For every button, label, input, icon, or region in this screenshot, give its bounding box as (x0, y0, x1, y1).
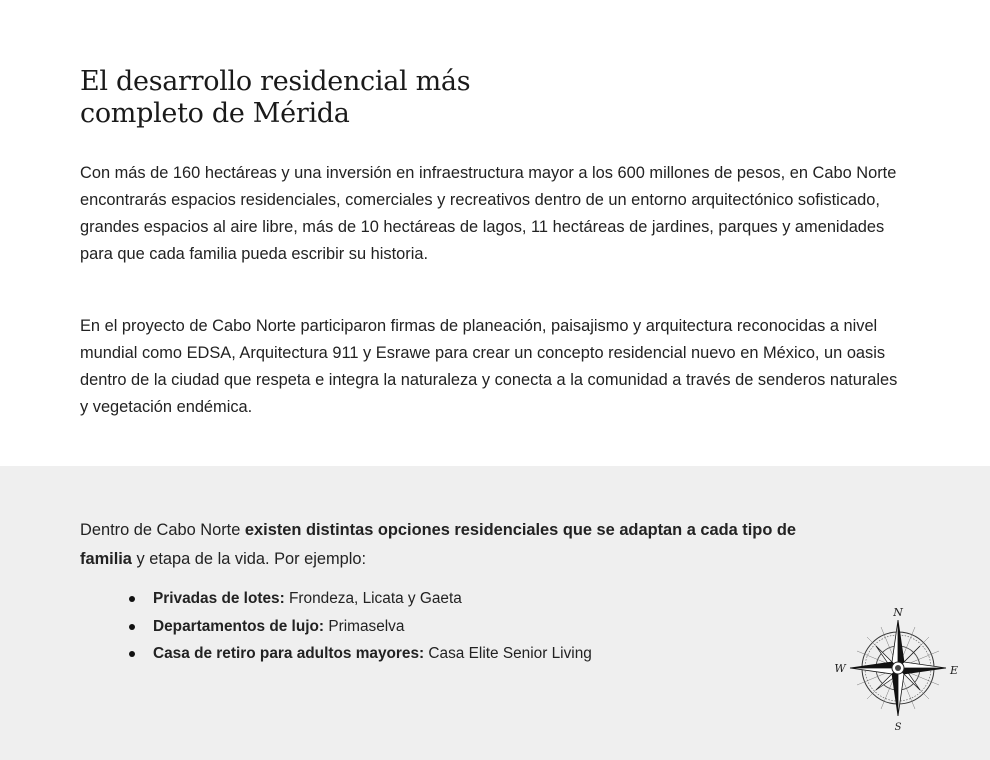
option-value: Casa Elite Senior Living (424, 645, 592, 662)
compass-east-label: E (949, 664, 959, 677)
description-paragraph-2: En el proyecto de Cabo Norte participaron firmas de planeación, paisajismo y arquitectura reconocidas a nivel mundial como EDSA, Arquitectura 911 y Esrawe para crear un concepto residencial nuevo en México, un oasis dentro de la ciudad que respeta e integra la naturaleza y conecta a la comunidad a través de senderos naturales y vegetación endémica. (80, 317, 898, 416)
compass-west-label: W (834, 662, 846, 675)
option-value: Primaselva (324, 617, 405, 635)
option-value: Frondeza, Licata y Gaeta (284, 590, 462, 607)
compass-north-label: N (893, 606, 903, 619)
compass-rose-icon (826, 602, 962, 732)
option-label: Casa de retiro para adultos mayores: (153, 645, 425, 662)
option-label: Departamentos de lujo: (153, 617, 325, 635)
residential-options-section (0, 466, 990, 760)
residential-options-list (120, 585, 592, 668)
list-item (120, 640, 592, 668)
list-item (120, 585, 592, 613)
compass-south-label: S (894, 722, 902, 732)
options-intro-tail: y etapa de la vida. Por ejemplo: (131, 550, 367, 568)
list-item (120, 613, 592, 641)
page-title-line-2: completo de Mérida (80, 98, 350, 129)
options-intro-lead: Dentro de Cabo Norte (80, 521, 245, 539)
page-title-line-1: El desarrollo residencial más (80, 66, 471, 97)
option-label: Privadas de lotes: (153, 590, 285, 607)
description-paragraph-1: Con más de 160 hectáreas y una inversión en infraestructura mayor a los 600 millones de pesos, en Cabo Norte encontrarás espacios residenciales, comerciales y recreativos dentro de un entorno arquitectónico sofisticado, grandes espacios al aire libre, más de 10 hectáreas de lagos, 11 hectáreas de jardines, parques y amenidades para que cada familia pueda escribir su historia. (80, 164, 897, 263)
page-title (80, 66, 680, 130)
options-intro (80, 516, 800, 574)
options-intro-highlight: existen distintas opciones residenciales que se adaptan a cada tipo de familia (80, 521, 797, 568)
